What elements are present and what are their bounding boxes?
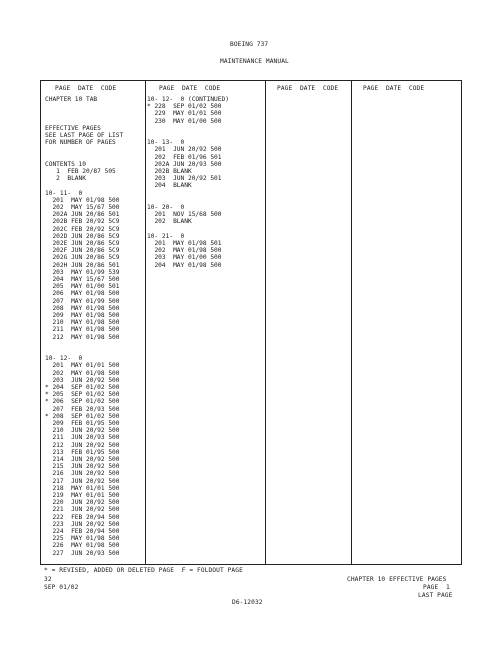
page-entry: 210 JUN 20/92 500	[45, 427, 120, 435]
page-entry: 201 MAY 01/98 501	[147, 239, 222, 247]
page-entry: * 206 SEP 01/02 500	[45, 398, 120, 406]
page-entry: 225 MAY 01/98 500	[45, 535, 120, 543]
page-entry: 204 MAY 15/67 500	[45, 275, 120, 283]
spacer	[147, 125, 229, 132]
spacer	[45, 182, 123, 189]
page-entry: 202 BLANK	[147, 218, 192, 226]
footer-page: PAGE 1	[423, 584, 450, 591]
column-header: PAGE DATE CODE	[159, 85, 221, 92]
page-entry: 202 MAY 15/67 500	[45, 203, 120, 211]
page-entry: 202 MAY 01/98 500	[147, 247, 222, 255]
footer-chapter: CHAPTER 10 EFFECTIVE PAGES	[347, 576, 447, 583]
page-entry: 215 JUN 20/92 500	[45, 463, 120, 471]
page-entry: 204 MAY 01/98 500	[147, 261, 222, 269]
page-entry: 214 JUN 20/92 500	[45, 456, 120, 464]
column-divider	[145, 81, 146, 564]
page-entry: * 205 SEP 01/02 500	[45, 391, 120, 399]
page-entry: 230 MAY 01/00 500	[147, 117, 222, 125]
page-entry: 201 JUN 20/92 500	[147, 146, 222, 154]
page-entry: 222 FEB 20/94 500	[45, 513, 120, 521]
page-entry: 212 JUN 20/92 500	[45, 441, 120, 449]
page-entry: 220 JUN 20/92 500	[45, 499, 120, 507]
page-entry: EFFECTIVE PAGES	[45, 124, 101, 132]
page-entry: 209 FEB 01/95 500	[45, 420, 120, 428]
page-entry: 2 BLANK	[45, 175, 86, 183]
page-entry: 224 FEB 20/94 500	[45, 528, 120, 536]
page-entry: 218 MAY 01/01 500	[45, 484, 120, 492]
manual-title: BOEING 737	[230, 41, 269, 48]
page-entry: 203 JUN 20/92 501	[147, 175, 222, 183]
column-header: PAGE DATE CODE	[363, 85, 425, 92]
page-entry: 211 MAY 01/98 500	[45, 326, 120, 334]
page-entry: 212 MAY 01/98 500	[45, 333, 120, 341]
page-entry: 203 MAY 01/00 500	[147, 254, 222, 262]
page-entry: 202B BLANK	[147, 168, 192, 175]
page-entry: 202H JUN 20/86 501	[45, 261, 120, 269]
page-entry: * 204 SEP 01/02 500	[45, 384, 120, 391]
revision-legend: * = REVISED, ADDED OR DELETED PAGE F = FOLDOUT PAGE	[44, 567, 243, 574]
spacer	[147, 226, 229, 233]
spacer	[147, 190, 229, 197]
page-entry: 203 JUN 20/92 500	[45, 376, 120, 384]
page-entry: 213 FEB 01/95 500	[45, 448, 120, 456]
footer-page-number: 32	[44, 576, 52, 583]
page-entry: 202 MAY 01/98 500	[45, 369, 120, 377]
page-entry: 216 JUN 20/92 500	[45, 470, 120, 478]
page-entry: 202C FEB 20/92 5C9	[45, 225, 120, 233]
page-entry: 202A JUN 20/86 501	[45, 211, 120, 219]
spacer	[45, 103, 123, 110]
spacer	[45, 110, 123, 117]
page-entry: 205 MAY 01/00 501	[45, 283, 120, 291]
page-entry: 10- 11- 0	[45, 189, 83, 197]
spacer	[45, 341, 123, 348]
page-entry: 202G JUN 20/86 5C9	[45, 254, 120, 262]
page-entry: 209 MAY 01/98 500	[45, 312, 120, 319]
page-entry: 1 FEB 20/87 505	[45, 167, 116, 175]
page-entry: 217 JUN 20/92 500	[45, 477, 120, 485]
page-entry: 210 MAY 01/98 500	[45, 319, 120, 327]
document-number: D6-12032	[232, 599, 263, 606]
column-1-entries	[45, 96, 123, 557]
page-entry: 227 JUN 20/93 500	[45, 549, 120, 557]
page-entry: 207 MAY 01/99 500	[45, 297, 120, 305]
page-entry: 201 NOV 15/68 500	[147, 211, 222, 219]
page-entry: 211 JUN 20/93 500	[45, 434, 120, 442]
spacer	[45, 118, 123, 125]
page-entry: 223 JUN 20/92 500	[45, 520, 120, 528]
page-entry: 226 MAY 01/98 500	[45, 542, 120, 550]
page-entry: 208 MAY 01/98 500	[45, 304, 120, 312]
column-divider	[351, 81, 352, 564]
column-header: PAGE DATE CODE	[277, 85, 339, 92]
column-divider	[265, 81, 266, 564]
page-entry: 201 MAY 01/98 500	[45, 196, 120, 204]
page-entry: * 228 SEP 01/02 500	[147, 103, 222, 111]
page-entry: 207 FEB 20/93 500	[45, 405, 120, 413]
page-entry: 10- 13- 0	[147, 139, 185, 147]
page-entry: 202B FEB 20/92 5C9	[45, 218, 120, 226]
footer-last-page: LAST PAGE	[418, 592, 453, 599]
page-entry: FOR NUMBER OF PAGES	[45, 139, 116, 147]
page-entry: 219 MAY 01/01 500	[45, 492, 120, 500]
page-entry: 201 MAY 01/01 500	[45, 362, 120, 370]
spacer	[147, 132, 229, 139]
spacer	[147, 197, 229, 204]
page-entry: 10- 12- 0 (CONTINUED)	[147, 96, 229, 103]
page-entry: 206 MAY 01/98 500	[45, 290, 120, 298]
page-entry: * 208 SEP 01/02 500	[45, 412, 120, 420]
page-entry: 202 FEB 01/96 501	[147, 153, 222, 161]
page-entry: 10- 20- 0	[147, 203, 185, 211]
manual-subtitle: MAINTENANCE MANUAL	[220, 58, 289, 65]
effective-pages-table	[40, 80, 462, 565]
page-entry: 202E JUN 20/86 5C9	[45, 239, 120, 247]
page-entry: CHAPTER 10 TAB	[45, 96, 98, 103]
page-entry: 229 MAY 01/01 500	[147, 110, 222, 118]
spacer	[45, 154, 123, 161]
spacer	[45, 146, 123, 153]
page-entry: 203 MAY 01/99 539	[45, 268, 120, 276]
page-entry: 10- 21- 0	[147, 232, 185, 240]
page-entry: 204 BLANK	[147, 182, 192, 190]
column-header: PAGE DATE CODE	[55, 85, 117, 92]
column-2-entries	[147, 96, 229, 269]
page-entry: CONTENTS 10	[45, 160, 86, 168]
page-entry: 10- 12- 0	[45, 355, 83, 363]
page-entry: 202F JUN 20/86 5C9	[45, 247, 120, 255]
page-entry: 202A JUN 20/93 500	[147, 160, 222, 168]
page-entry: 202D JUN 20/86 5C9	[45, 232, 120, 240]
page-entry: 221 JUN 20/92 500	[45, 506, 120, 514]
spacer	[45, 348, 123, 355]
footer-date: SEP 01/02	[44, 584, 79, 591]
page-entry: SEE LAST PAGE OF LIST	[45, 131, 124, 139]
